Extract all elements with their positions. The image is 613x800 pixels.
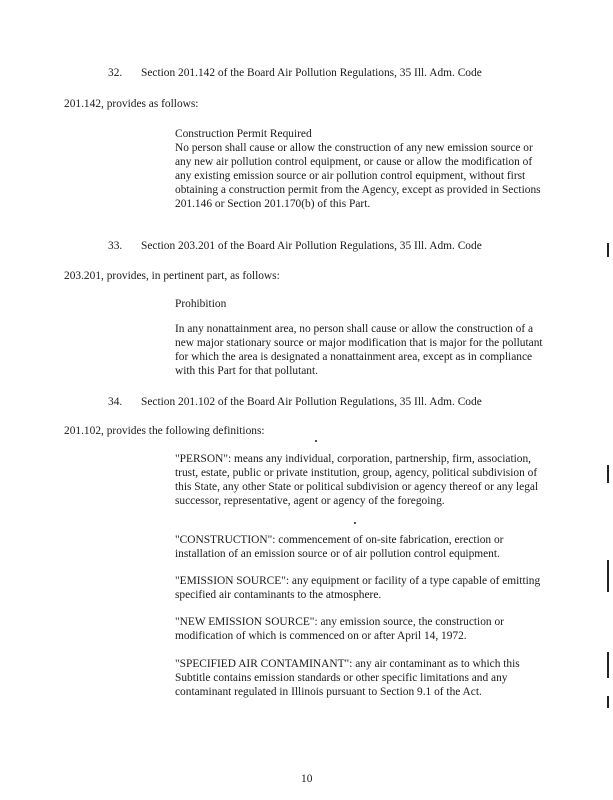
definition-specified-air-contaminant: "SPECIFIED AIR CONTAMINANT": any air contaminant as to which this Subtitle contains emission standards or other specific limitations and any contaminant regulated in Illinois pursuant to Section 9.1 of the Act.	[175, 658, 520, 698]
definition-new-emission-source: "NEW EMISSION SOURCE": any emission source, the construction or modification of which is commenced on or after April 14, 1972.	[175, 616, 504, 642]
definition-emission-source: "EMISSION SOURCE": any equipment or facility of a type capable of emitting specified air contaminants to the atmosphere.	[175, 575, 541, 601]
definition-construction: "CONSTRUCTION": commencement of on-site fabrication, erection or installation of an emission source or of air pollution control equipment.	[175, 534, 504, 560]
page-number: 10	[301, 773, 313, 785]
quote-201-142	[175, 127, 547, 211]
scan-dot-1	[315, 440, 317, 442]
scan-mark-5	[607, 696, 609, 708]
scan-mark-2	[607, 465, 609, 483]
definition-person: "PERSON": means any individual, corporation, partnership, firm, association, trust, estate, public or private institution, group, agency, political subdivision of this State, any other State or political subdivision or agency thereof or any legal successor, representative, agent or agency of the foregoing.	[175, 453, 539, 507]
paragraph-32-lead: Section 201.142 of the Board Air Pollution Regulations, 35 Ill. Adm. Code	[141, 67, 482, 79]
paragraph-34-continuation: 201.102, provides the following definitions:	[64, 425, 265, 437]
scan-dot-2	[354, 522, 356, 524]
quote-heading: Construction Permit Required	[175, 128, 312, 140]
paragraph-32-continuation: 201.142, provides as follows:	[64, 98, 199, 110]
scan-mark-1	[607, 243, 609, 257]
paragraph-33-continuation: 203.201, provides, in pertinent part, as follows:	[64, 270, 280, 282]
quote-203-201-heading: Prohibition	[175, 298, 227, 310]
scan-mark-3	[607, 560, 609, 592]
paragraph-33-lead: Section 203.201 of the Board Air Pollution Regulations, 35 Ill. Adm. Code	[141, 240, 482, 252]
scan-mark-4	[607, 652, 609, 678]
quote-203-201-body: In any nonattainment area, no person shall cause or allow the construction of a new major stationary source or major modification that is major for the pollutant for which the area is designated a nonattainment area, except as in compliance with this Part for that pollutant.	[175, 323, 543, 377]
quote-body: No person shall cause or allow the construction of any new emission source or any new air pollution control equipment, or cause or allow the modification of any existing emission source or air pollution control equipment, without first obtaining a construction permit from the Agency, except as provided in Sections 201.146 or Section 201.170(b) of this Part.	[175, 142, 541, 210]
paragraph-number-33: 33.	[108, 240, 123, 252]
paragraph-34-lead: Section 201.102 of the Board Air Pollution Regulations, 35 Ill. Adm. Code	[141, 396, 482, 408]
paragraph-number-34: 34.	[108, 396, 123, 408]
paragraph-number-32: 32.	[108, 67, 123, 79]
